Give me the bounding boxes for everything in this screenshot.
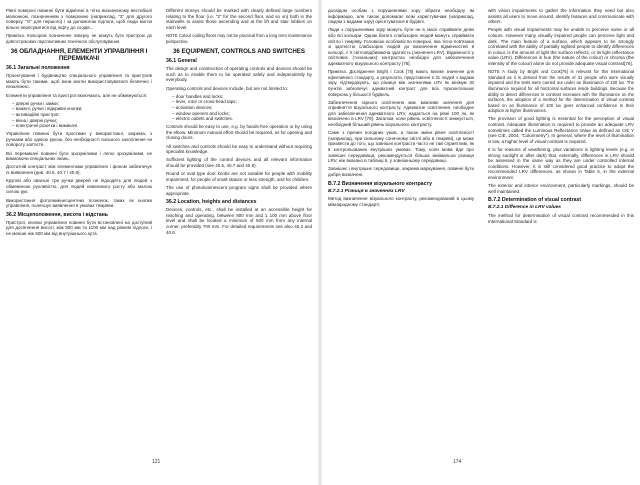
- paragraph: Використання фотолюмінесцентних позначок, таких як кнопки управління, полегшує виявлення в умовах темряви.: [6, 197, 152, 209]
- paragraph: Елементи управління та пристрої включають, але не обмежуються:: [6, 92, 148, 98]
- paragraph: The use of photoluminescent program signs shall be provided where appropriate.: [166, 185, 312, 196]
- paragraph: Controls should be easy to use, e.g. by hands-free operation or by using the elbow. Minimum manual effort should be required, as for opening and closing doors.: [166, 124, 312, 141]
- left-page: [0, 0, 318, 485]
- sub-subsection-heading: B.7.2.1 Різниця в значеннях LRV: [328, 188, 405, 194]
- paragraph: The exterior and interior environment, particularly markings, should be well maintained.: [488, 183, 634, 194]
- note: Примітка. Кольорові позначення поверху не можуть бути пристрою до довгострокових перспективних технічного обслуговування.: [6, 32, 152, 44]
- list-item: – активаційні пристрої;: [12, 111, 60, 117]
- left-page-column-ukrainian: [6, 8, 152, 453]
- section-heading: 36 ОБЛАДНАННЯ, ЕЛЕМЕНТИ УПРАВЛІННЯ І ПЕРЕМИКАЧІ: [10, 48, 148, 63]
- page-number: 174: [453, 459, 462, 465]
- sub-subsection-heading: B.7.2.1 Difference in LRV values: [488, 205, 561, 211]
- subsection-heading: 36.2 Місцеположення, висота і відстань: [6, 211, 108, 218]
- list-item: – електричні розетки і вимикачі.: [12, 123, 79, 129]
- paragraph: Кругові або овальні три ручки дверей не підходять для людей з обмеженою рухливістю, для людей невеликого росту або малою силою рук.: [6, 178, 152, 195]
- paragraph: People with visual impairments may be unable to perceive some or all colours. However many visually impaired people can perceive light and dark. The main feature of a surface, which appears to be strongly correlated with the ability of partially sighted people to identify differences in colour, is the amount of light the surface reflects, or its light reflectance value (LRV). Differences in hue (the nature of the colour) or chroma (the intensity of the colour) alone do not provide adequate visual contrast[76].: [488, 27, 634, 66]
- bullet-list: [166, 94, 312, 122]
- paragraph: Достатній контраст між елементами управління і фоном забезпечує їх виявлення (див. 40.6, 40.7 і 40.8).: [6, 164, 152, 176]
- right-page: [322, 0, 640, 485]
- paragraph: It is for reasons of weathering, plus variations in lighting levels (e.g. in strong sunlight or after dark) that, externally, differences in LRV should be assessed in the same way as they are under controlled internal conditions. However, it is still considered good practice to adopt the recommended LRV differences, as shown in Table 5, in the external environment.: [488, 147, 634, 180]
- paragraph: Управління повинні бути простими у використанні, зокрема, з ручками або однією рукою, без необхідності сильного захоплення чи повороту зап'ястя.: [6, 131, 152, 148]
- subsection-heading: 36.1 General: [166, 58, 197, 65]
- paragraph: The provision of good lighting is essential for the perception of visual contrast. Adequate illumination is required to provide an adequate LRV sometimes called the Luminous Reflectance Value as defined as CIE Y (see CIE, 2004, "Colorimetry"). In general, where the level of illumination is low, a higher level of visual contrast is required.: [488, 116, 634, 144]
- list-item: – вікна і дверні ручки;: [12, 117, 58, 123]
- list-item: – door handles and locks;: [172, 93, 224, 99]
- paragraph: Round or oval type door knobs are not suitable for people with mobility impairment, for people of small stature or less strength, and for children.: [166, 171, 312, 182]
- subsection-heading: B.7.2 Визначення візуального контрасту: [328, 180, 433, 187]
- paragraph: Метод визначення візуального контрасту, рекомендований в цьому міжнародному стандарті,: [328, 196, 474, 207]
- right-page-column-ukrainian: [328, 8, 474, 453]
- paragraph: The design and construction of operating controls and devices should be such as to enable them to be operated safely and independently by everybody.: [166, 66, 312, 83]
- list-item: – дверні ручки і замки;: [12, 100, 59, 106]
- paragraph: with vision impairments to gather the information they need but also assists all users to move around, identify features and communicate with others.: [488, 8, 634, 25]
- list-item: – activation devices;: [172, 104, 213, 110]
- paragraph: Зовнішнє і внутрішнє середовище, зокрема маркування, повинні бути добре визначені.: [328, 166, 474, 177]
- paragraph: Саме з причин погодних умов, а також зміни рівня освітленості (наприклад, при сильному сонячному світлі або в темряві), це може призвести до того, що зовнішні контрасти часто не такі сприятливі, як в контрольованих внутрішніх умовах. Тому, коли мова йде про зовнішні середовища, рекомендується більша мінімальна різниця LRV, ніж вказано в таблиці 5, у зовнішньому середовищі.: [328, 130, 474, 164]
- paragraph: Devices, controls, etc., shall be installed at an accessible height for reaching and operating, between 800 mm and 1 100 mm above floor level and shall be located a minimum of 500 mm from any internal corner, preferably 700 mm. For detailed requirements see also 40.3 and 40.6.: [166, 207, 312, 235]
- list-item: – важелі, ручки і відкривні кнопки;: [12, 106, 83, 112]
- paragraph: Пристрої, кнопки управління повинні бути встановлені на доступній для досягнення висоті, між 800 мм та 1100 мм над рівнем підлоги, і не менше ніж 500 мм від внутрішнього кута.: [6, 219, 152, 236]
- paragraph: Operating controls and devices include, but are not limited to:: [166, 85, 289, 91]
- paragraph: досвідом особам з порушеннями зору зібрати необхідну їм інформацію, але також допомагає всім користувачам (наприклад, людям з вадами зору) орієнтуватися в будівлі.: [328, 8, 474, 25]
- note: NOTE Colour coding floors may not be practical from a long term maintenance perspective.: [166, 32, 312, 44]
- paragraph: Sufficient lighting of the control devices and all relevant information should be provided (see 40.6, 40.7 and 40.8).: [166, 157, 312, 169]
- bullet-list: [6, 101, 152, 129]
- subsection-heading: 36.2 Location, heights and distances: [166, 199, 257, 206]
- left-page-column-english: [166, 8, 312, 453]
- page-number: 121: [152, 459, 161, 465]
- paragraph: All switches and controls should be easy to understand without requiring specialist knowledge.: [166, 143, 312, 155]
- subsection-heading: B.7.2 Determination of visual contrast: [488, 197, 582, 204]
- paragraph: Different storeys should be marked with clearly defined large numbers relating to the floor (i.e. "2" for the second floor, and so on) both in the stairwells to assist those ascending and at the lift and stair lobbies on each level.: [166, 8, 312, 30]
- paragraph: Проектування і будівництво спеціального управління та пристроїв мають бути такими, щоб вони могли використовуватися безпечно і незалежно.: [6, 73, 152, 90]
- list-item: – window openers and locks;: [172, 110, 230, 116]
- paragraph: Люди з порушеннями зору можуть бути не в змозі сприймати деякі або всі кольори. Однак багато слабозорих людей можуть сприймати світло і темряву. Головною особливістю поверхні, яка тісно пов'язана зі здатністю слабозорих людей до визначення відмінностей в кольорі, є її світловідбиваюча здатність (значення LRV). Відмінності у світлових (тональних) контрастах необхідні для забезпечення адекватного візуального контрасту [76].: [328, 27, 474, 66]
- list-item: – lever, rotor or cross-head taps;: [172, 99, 237, 105]
- subsection-heading: 36.1 Загальні положення: [6, 65, 70, 72]
- note: Примітка. Дослідження Bright і Cook [76] мають велике значення для ефективного стандарту, а результати, представлені в 31 людей з вадами зору, підтверджують, що різниця між значеннями LRV як мінімум 30 пунктів забезпечує адекватний контраст для всіх горизонтальних поверхонь у більшості будівель.: [328, 69, 474, 97]
- right-page-column-english: [488, 8, 634, 453]
- note: NOTE A study by Bright and Cook[76] is relevant for this International Standard as it is derived from the results of 31 people who were visually impaired and the tests were carried out under an illuminance of 100 lux. The illuminance required for all horizontal surfaces inside buildings. Because the ability to detect differences in contrast increases with the illuminance on the surfaces, the adoption of a method for the determination of visual contrast based on an illuminance of 100 lux gives enhanced confidence to their adoption at higher illuminances.: [488, 69, 634, 114]
- paragraph: The method for determination of visual contrast recommended in this International Standard is: [488, 213, 634, 224]
- paragraph: Рівні поверхні повинні бути відмічені в чітко визначеному вестибюлі малюнком, позначенням з поверхнею (наприклад, "2" для другого поверху, "G" для першого) і за допомогою підлоги, щоб люди могли вільно пересуватися від ліфту до сходів...: [6, 8, 152, 30]
- paragraph: Забезпечення гарного освітлення має важливе значення для сприйняття візуального контрасту. Адекватне освітлення, необхідне для забезпечення адекватного LRV, надається на рівні 100 лк, як визначено в LRV [79]. Загалом, коли рівень освітленості знижується, необхідний більший рівень візуального контрасту.: [328, 99, 474, 128]
- section-heading: 36 EQUIPMENT, CONTROLS AND SWITCHES: [172, 48, 306, 56]
- paragraph: Всі перемикачі повинні бути зрозумілими і легко зрозумілими, не вимагаючи спеціальних знань.: [6, 150, 152, 162]
- list-item: – electric outlets and switches.: [172, 116, 234, 122]
